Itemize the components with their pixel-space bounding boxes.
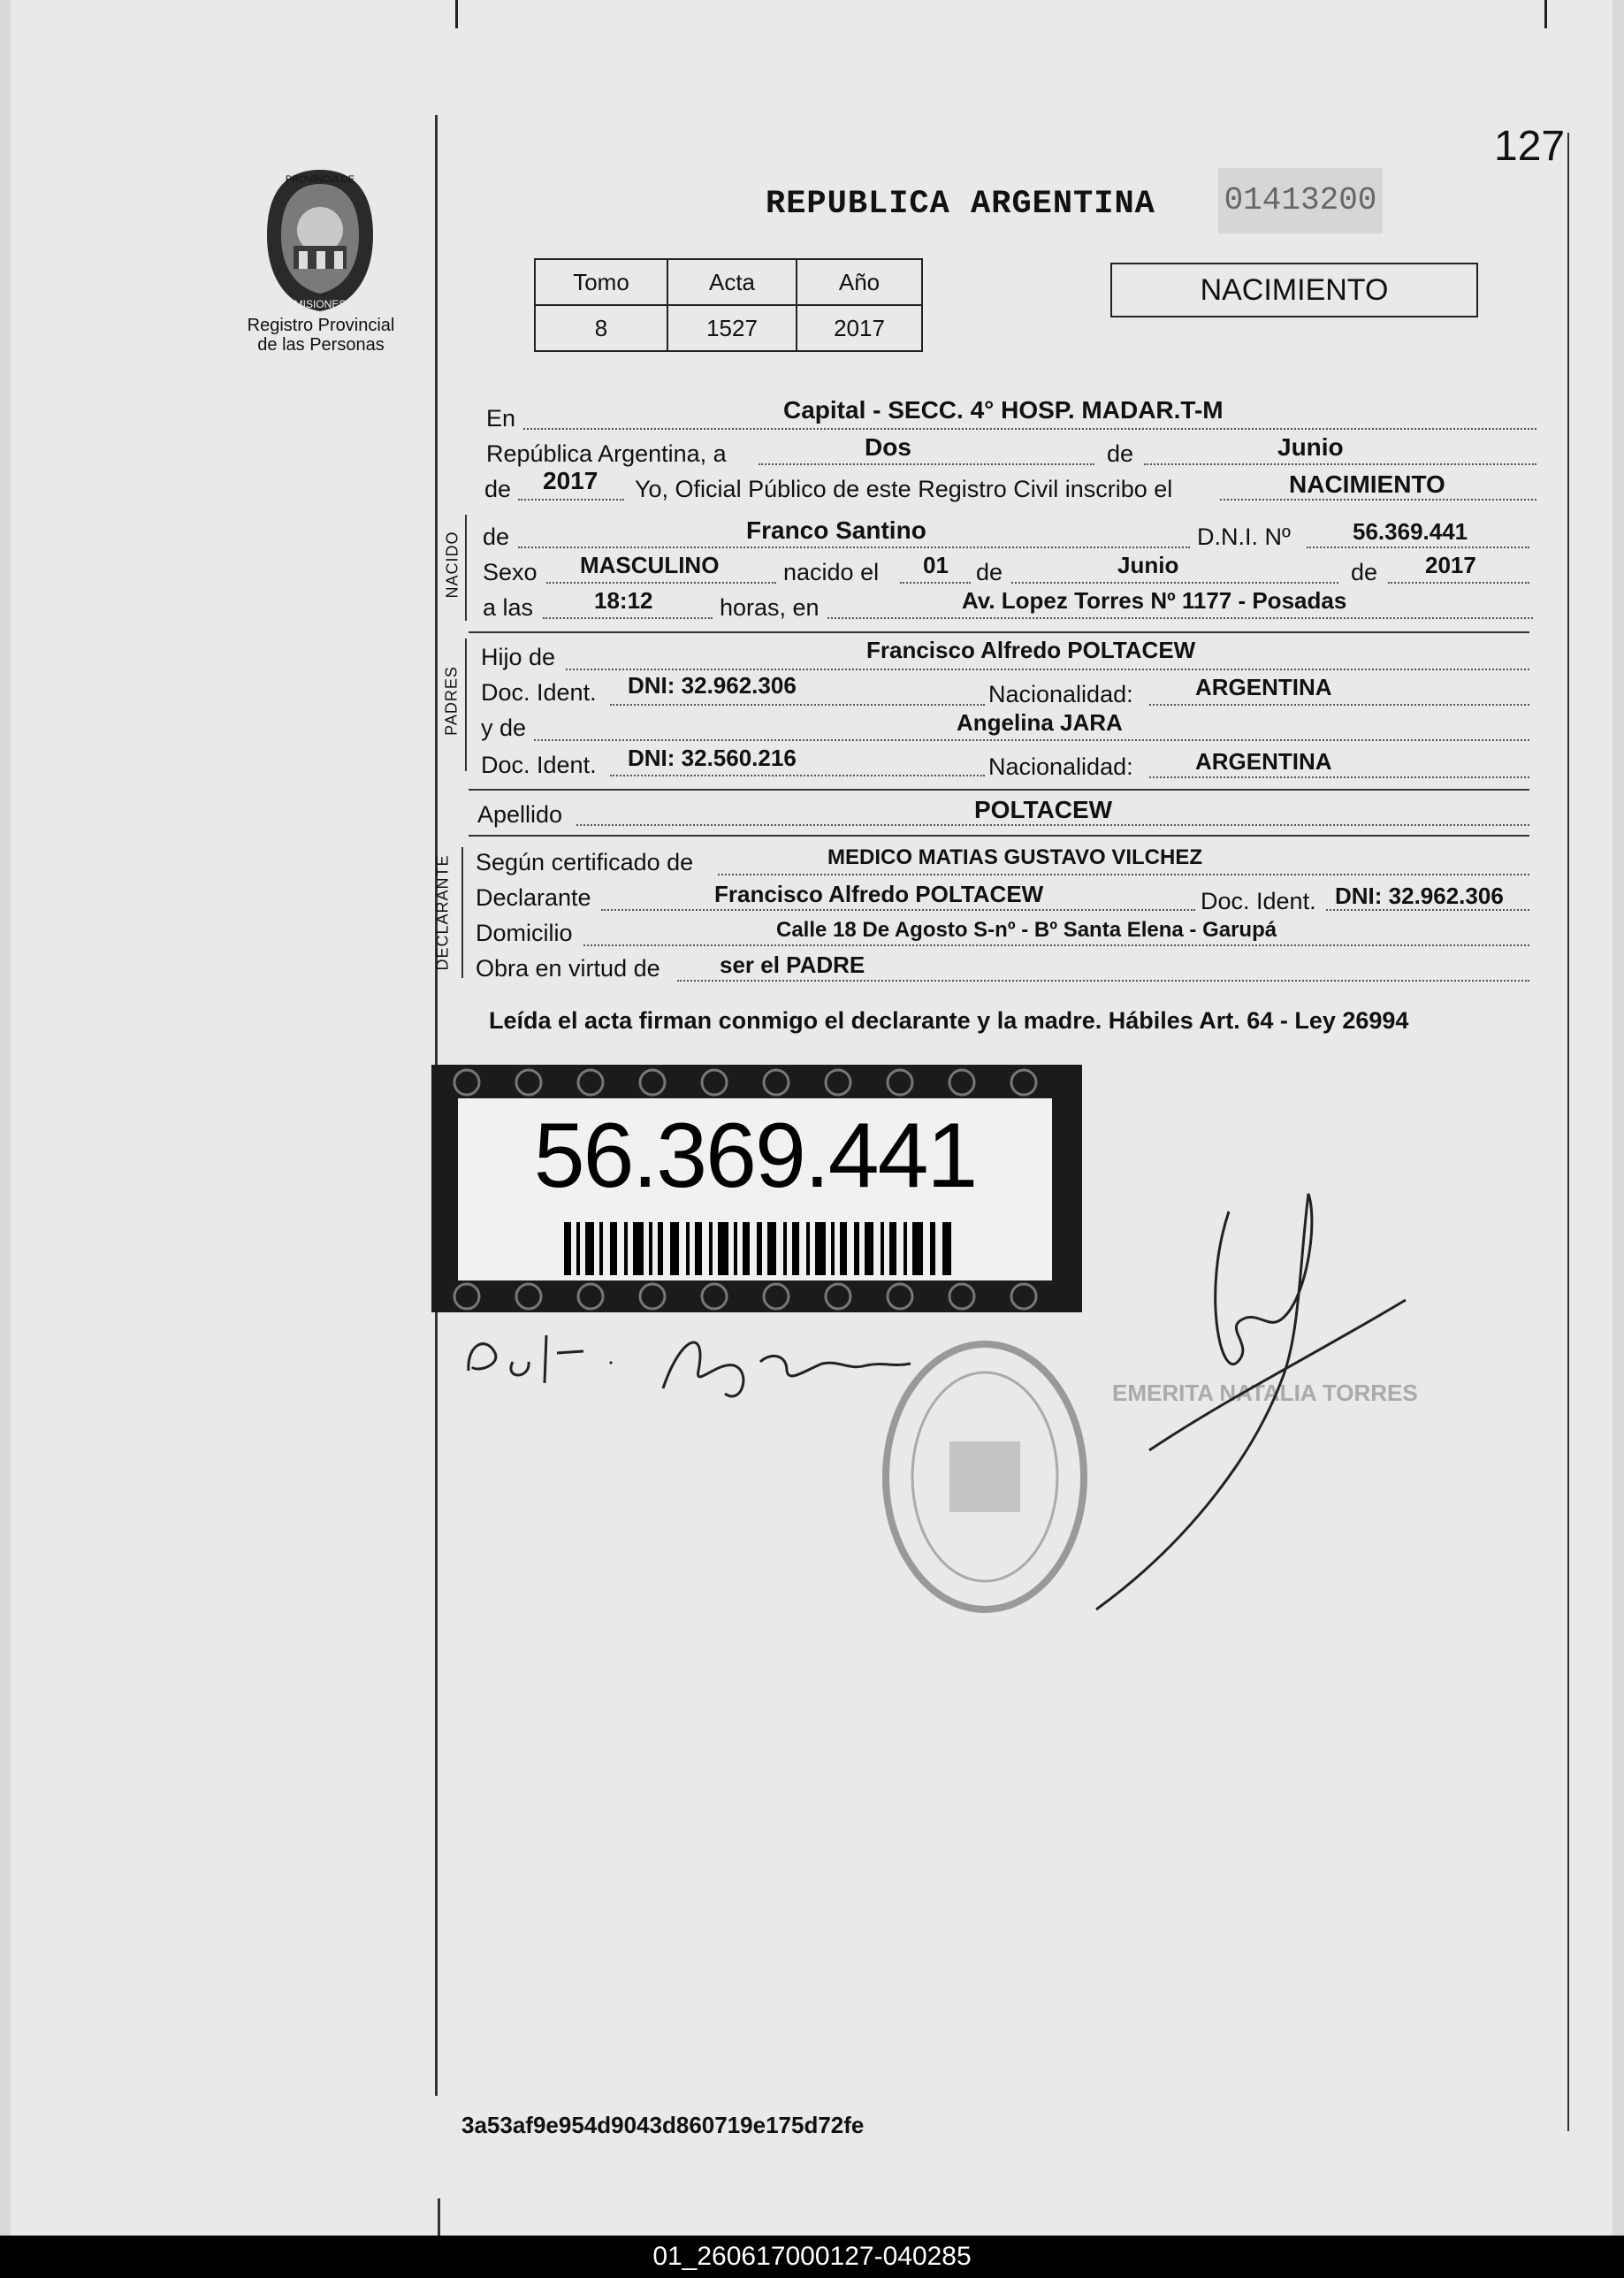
section-bracket <box>461 847 463 978</box>
label-de-nombre: de <box>483 524 510 550</box>
value-declarante: Francisco Alfredo POLTACEW <box>714 881 1044 907</box>
dni-sticker <box>431 1065 1082 1312</box>
side-label-declarante: DECLARANTE <box>433 854 452 971</box>
dotted-line <box>1220 499 1536 501</box>
label-segun-certificado: Según certificado de <box>476 849 694 875</box>
label-dni: D.N.I. Nº <box>1197 524 1291 550</box>
record-type-box: NACIMIENTO <box>1110 263 1478 317</box>
dotted-line <box>1307 547 1529 548</box>
value-declarante-doc: DNI: 32.962.306 <box>1335 883 1504 909</box>
dni-sticker-inner <box>458 1098 1052 1280</box>
registry-label-line2: de las Personas <box>257 335 385 355</box>
label-obra-en-virtud: Obra en virtud de <box>476 955 660 982</box>
label-doc-madre: Doc. Ident. <box>481 752 597 778</box>
label-en: En <box>486 405 516 432</box>
section-bracket <box>465 638 467 771</box>
label-horas-en: horas, en <box>720 594 820 621</box>
dotted-line <box>759 463 1094 465</box>
parents-signature-icon <box>451 1309 928 1415</box>
dotted-line <box>518 547 1190 548</box>
value-madre-nac: ARGENTINA <box>1195 748 1332 775</box>
dotted-line <box>543 617 713 619</box>
dotted-line <box>900 582 971 584</box>
record-table <box>534 258 923 352</box>
dotted-line <box>718 874 1529 875</box>
official-stamp-text: EMERITA NATALIA TORRES <box>1112 1380 1418 1406</box>
official-seal-icon <box>870 1326 1100 1627</box>
side-label-padres: PADRES <box>442 666 461 736</box>
value-padre: Francisco Alfredo POLTACEW <box>866 637 1196 663</box>
value-mes-nacimiento: Junio <box>1117 552 1179 578</box>
dotted-line <box>1144 463 1536 465</box>
value-certificado: MEDICO MATIAS GUSTAVO VILCHEZ <box>827 845 1202 869</box>
dotted-line <box>827 617 1533 619</box>
footer-filename: 01_260617000127-040285 <box>0 2236 1624 2278</box>
document-hash: 3a53af9e954d9043d860719e175d72fe <box>461 2112 865 2138</box>
value-domicilio: Calle 18 De Agosto S-nº - Bº Santa Elena - Garupá <box>776 918 1277 942</box>
label-nacido-el: nacido el <box>783 559 880 585</box>
dotted-line <box>610 775 985 776</box>
value-dia-nacimiento: 01 <box>923 552 949 578</box>
value-sexo: MASCULINO <box>580 552 720 578</box>
value-madre: Angelina JARA <box>957 709 1123 736</box>
value-dia-inscripcion: Dos <box>865 433 911 461</box>
label-declarante: Declarante <box>476 884 591 911</box>
right-margin-line <box>1567 133 1569 2131</box>
value-anio-nacimiento: 2017 <box>1425 552 1476 578</box>
value-mes-inscripcion: Junio <box>1277 433 1344 461</box>
label-y-de: y de <box>481 715 527 741</box>
dotted-line <box>601 909 1195 911</box>
value-dni: 56.369.441 <box>1353 518 1468 545</box>
value-lugar-nacimiento: Av. Lopez Torres Nº 1177 - Posadas <box>962 587 1347 614</box>
legal-text: Leída el acta firman conmigo el declarante y la madre. Hábiles Art. 64 - Ley 26994 <box>489 1007 1409 1034</box>
anio-header: Año <box>797 259 922 305</box>
label-nac-padre: Nacionalidad: <box>988 681 1133 707</box>
serial-number: 01413200 <box>1218 168 1383 233</box>
label-de-year: de <box>484 476 512 502</box>
side-label-nacido: NACIDO <box>443 531 461 599</box>
label-doc-declarante: Doc. Ident. <box>1201 888 1316 914</box>
official-signature-icon <box>1087 1185 1423 1618</box>
acta-value: 1527 <box>667 305 797 351</box>
section-divider <box>469 631 1529 633</box>
dotted-line <box>1011 582 1338 584</box>
bottom-edge-mark <box>438 2198 440 2236</box>
acta-header: Acta <box>667 259 797 305</box>
value-madre-doc: DNI: 32.560.216 <box>628 745 797 771</box>
value-padre-doc: DNI: 32.962.306 <box>628 672 797 699</box>
value-anio-inscripcion: 2017 <box>543 467 599 494</box>
dni-sticker-number: 56.369.441 <box>533 1105 977 1207</box>
dotted-line <box>1149 704 1529 706</box>
dotted-line <box>1326 909 1529 911</box>
tomo-value: 8 <box>535 305 667 351</box>
barcode-icon <box>564 1222 953 1275</box>
label-doc-padre: Doc. Ident. <box>481 679 597 706</box>
dotted-line <box>583 944 1529 946</box>
top-edge-mark <box>1544 0 1547 28</box>
label-de-mes: de <box>976 559 1003 585</box>
dotted-line <box>1149 776 1529 778</box>
section-bracket <box>465 515 467 621</box>
label-sexo: Sexo <box>483 559 538 585</box>
label-de-anio: de <box>1351 559 1378 585</box>
dotted-line <box>518 499 624 501</box>
dotted-line <box>576 824 1529 826</box>
dotted-line <box>534 739 1529 741</box>
section-divider <box>469 835 1529 837</box>
label-domicilio: Domicilio <box>476 920 573 946</box>
value-hora: 18:12 <box>594 587 653 614</box>
label-a-las: a las <box>483 594 534 621</box>
top-edge-mark <box>455 0 458 28</box>
dotted-line <box>566 669 1529 670</box>
value-padre-nac: ARGENTINA <box>1195 674 1332 700</box>
registry-label-line1: Registro Provincial <box>247 316 395 335</box>
dotted-line <box>677 980 1529 982</box>
registry-label <box>237 316 405 355</box>
tomo-header: Tomo <box>535 259 667 305</box>
anio-value: 2017 <box>797 305 922 351</box>
label-oficial: Yo, Oficial Público de este Registro Civil inscribo el <box>635 476 1173 502</box>
value-obra-en-virtud: ser el PADRE <box>720 952 865 978</box>
page-number: 127 <box>1494 123 1566 170</box>
dotted-line <box>546 582 776 584</box>
dotted-line <box>610 704 985 706</box>
emblem-top-text: PROVINCIA DE <box>285 174 355 185</box>
section-divider <box>469 789 1529 791</box>
value-lugar: Capital - SECC. 4° HOSP. MADAR.T-M <box>783 396 1224 424</box>
label-nac-madre: Nacionalidad: <box>988 753 1133 780</box>
dotted-line <box>1388 582 1529 584</box>
province-emblem-icon <box>258 164 382 315</box>
value-nombre: Franco Santino <box>746 516 926 544</box>
value-tipo: NACIMIENTO <box>1289 470 1445 498</box>
label-de: de <box>1107 440 1134 467</box>
emblem-bottom-text: MISIONES <box>294 298 347 310</box>
label-hijo-de: Hijo de <box>481 644 556 670</box>
country-title: REPUBLICA ARGENTINA <box>766 186 1155 223</box>
value-apellido: POLTACEW <box>974 796 1113 823</box>
label-republica: República Argentina, a <box>486 440 727 467</box>
label-apellido: Apellido <box>477 801 563 828</box>
dotted-line <box>523 428 1536 430</box>
